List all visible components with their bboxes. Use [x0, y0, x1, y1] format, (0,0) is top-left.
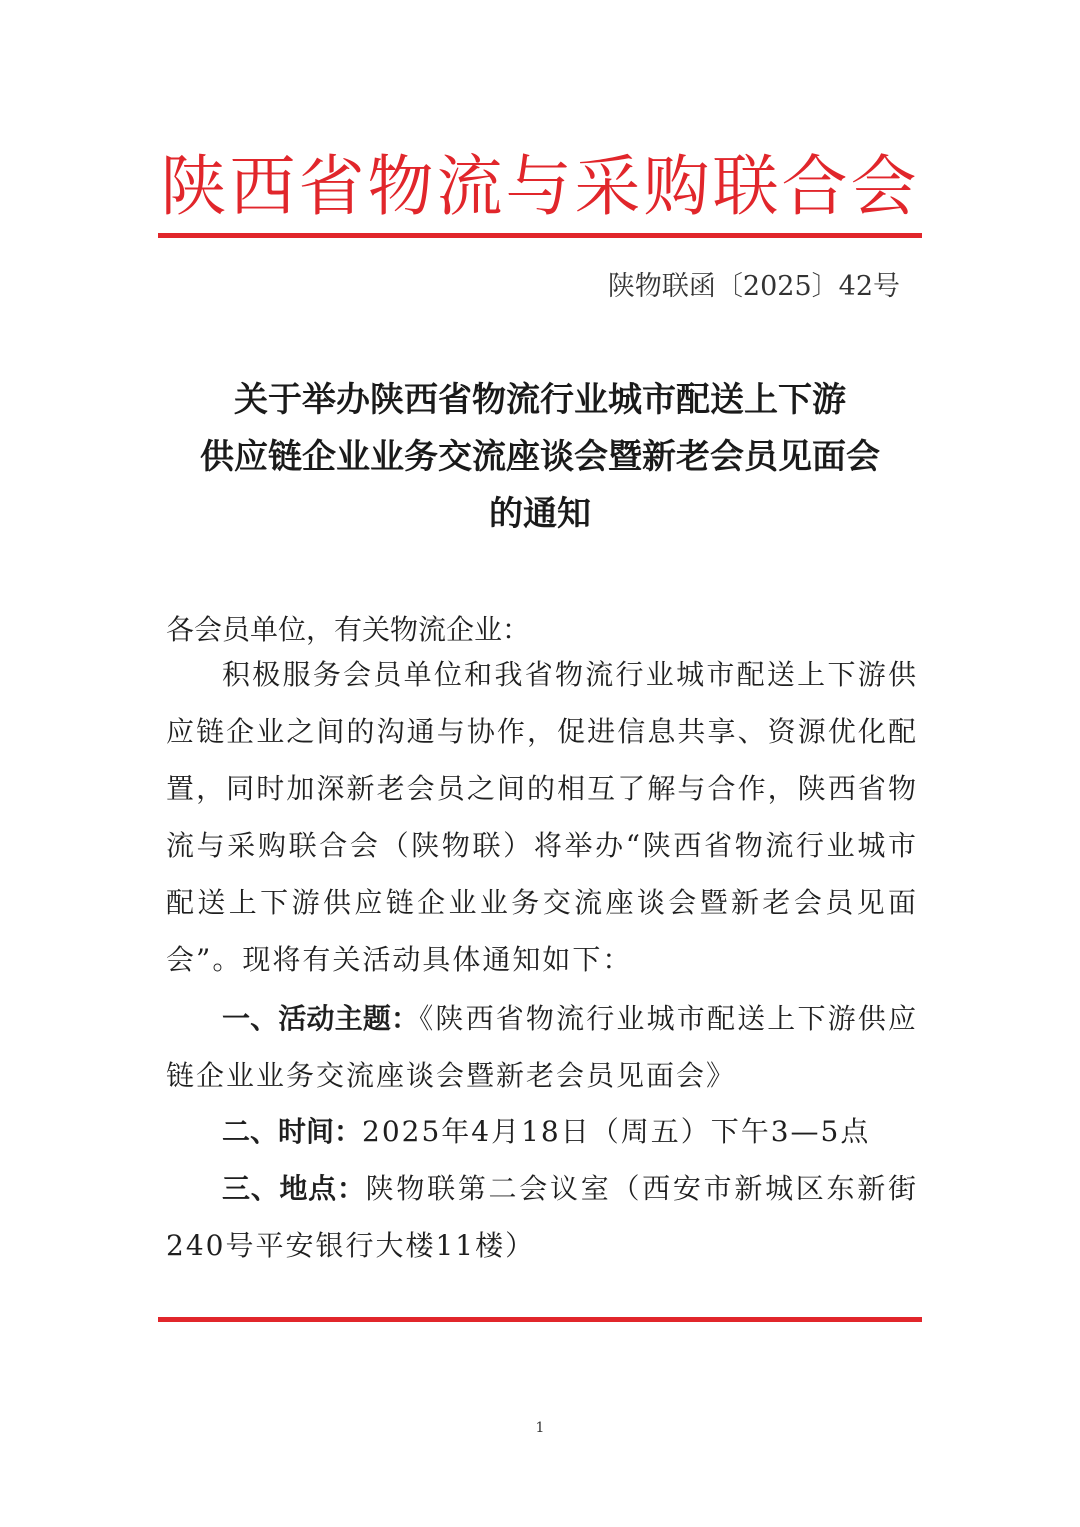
header-red-divider: [158, 233, 922, 238]
item-label: 二、时间：: [222, 1115, 363, 1148]
item-text: 2025年4月18日（周五）下午3—5点: [362, 1115, 871, 1148]
page-number: 1: [535, 1420, 545, 1436]
organization-title: 陕西省物流与采购联合会: [160, 148, 920, 225]
notice-heading-line: 的通知: [489, 494, 591, 534]
intro-paragraph: 积极服务会员单位和我省物流行业城市配送上下游供应链企业之间的沟通与协作，促进信息共享、资源优化配置，同时加深新老会员之间的相互了解与合作，陕西省物流与采购联合会（陕物联）将举办“陕西省物流行业城市配送上下游供应链企业业务交流座谈会暨新老会员见面会”。现将有关活动具体通知如下：: [166, 658, 918, 976]
document-number: 陕物联函〔2025〕42号: [607, 271, 900, 302]
footer-red-divider: [158, 1317, 922, 1322]
notice-heading-line: 关于举办陕西省物流行业城市配送上下游: [234, 380, 846, 420]
item-text: 陕物联第二会议室（西安市新城区东新街240号平安银行大楼11楼）: [166, 1172, 918, 1262]
item-text: 《陕西省物流行业城市配送上下游供应链企业业务交流座谈会暨新老会员见面会》: [166, 1002, 918, 1092]
item-location: [166, 1160, 918, 1274]
item-time: [166, 1103, 918, 1160]
notice-heading-line: 供应链企业业务交流座谈会暨新老会员见面会: [200, 437, 880, 477]
item-label: 一、活动主题：: [222, 1002, 420, 1035]
item-label: 三、地点：: [222, 1172, 366, 1205]
salutation: 各会员单位，有关物流企业：: [166, 613, 531, 646]
item-activity-theme: [166, 990, 918, 1104]
notice-heading: [120, 372, 960, 543]
